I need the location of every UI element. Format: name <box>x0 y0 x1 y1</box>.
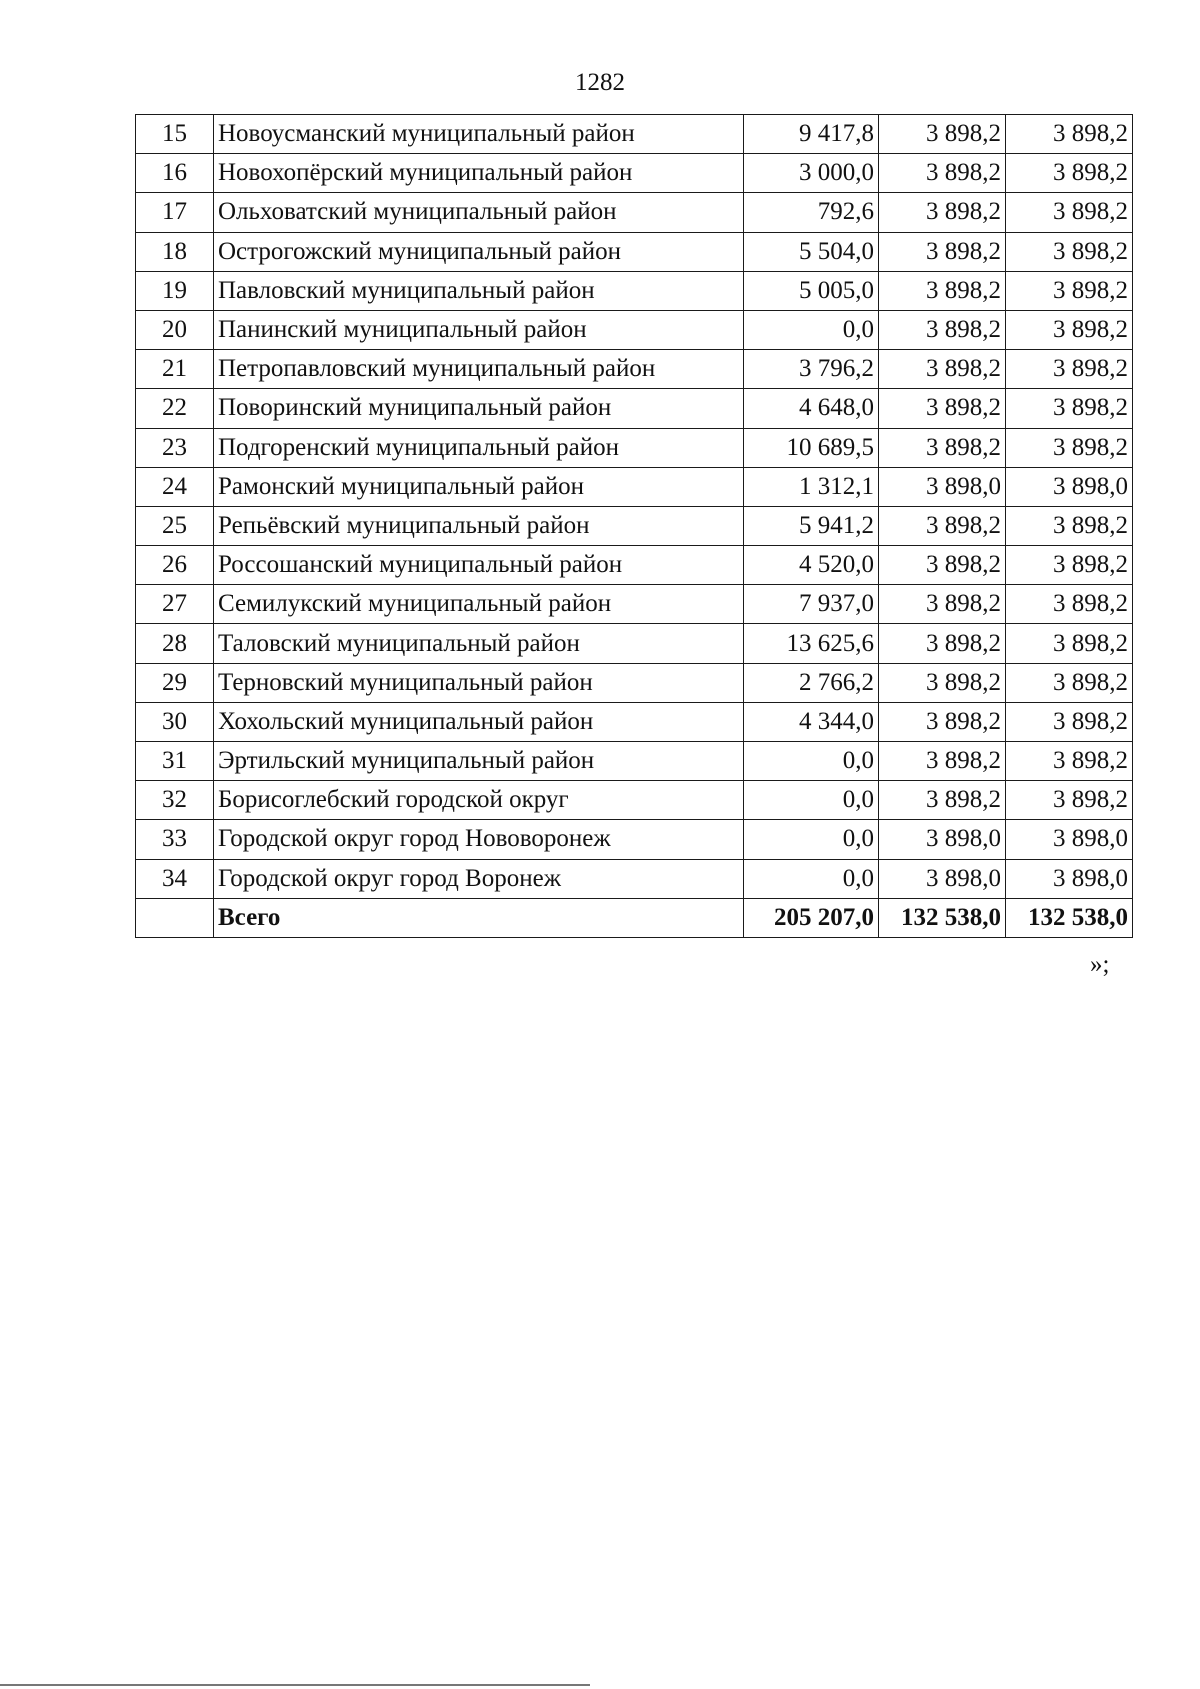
value-3-cell: 3 898,2 <box>1006 389 1133 428</box>
table-row <box>136 781 1133 820</box>
table-body <box>136 115 1133 938</box>
row-number-cell: 18 <box>136 232 214 271</box>
row-number-cell: 24 <box>136 467 214 506</box>
municipality-name-cell: Таловский муниципальный район <box>214 624 744 663</box>
value-2-cell: 3 898,2 <box>879 193 1006 232</box>
value-1-cell: 4 648,0 <box>744 389 879 428</box>
value-2-cell: 3 898,2 <box>879 115 1006 154</box>
value-2-cell: 3 898,0 <box>879 859 1006 898</box>
row-number-cell: 17 <box>136 193 214 232</box>
table-row <box>136 389 1133 428</box>
row-number-cell: 27 <box>136 585 214 624</box>
value-2-cell: 3 898,2 <box>879 506 1006 545</box>
value-3-cell: 3 898,2 <box>1006 506 1133 545</box>
value-1-cell: 5 005,0 <box>744 271 879 310</box>
municipality-name-cell: Семилукский муниципальный район <box>214 585 744 624</box>
municipality-name-cell: Петропавловский муниципальный район <box>214 350 744 389</box>
row-number-cell: 25 <box>136 506 214 545</box>
table-row <box>136 820 1133 859</box>
value-2-cell: 3 898,2 <box>879 546 1006 585</box>
table-row <box>136 232 1133 271</box>
total-row <box>136 898 1133 937</box>
total-value-3-cell: 132 538,0 <box>1006 898 1133 937</box>
row-number-cell: 29 <box>136 663 214 702</box>
row-number-cell: 20 <box>136 310 214 349</box>
row-number-cell: 31 <box>136 742 214 781</box>
row-number-cell: 23 <box>136 428 214 467</box>
total-value-2-cell: 132 538,0 <box>879 898 1006 937</box>
value-2-cell: 3 898,2 <box>879 585 1006 624</box>
municipality-name-cell: Новоусманский муниципальный район <box>214 115 744 154</box>
value-1-cell: 5 941,2 <box>744 506 879 545</box>
value-3-cell: 3 898,2 <box>1006 232 1133 271</box>
row-number-cell: 19 <box>136 271 214 310</box>
value-1-cell: 4 344,0 <box>744 702 879 741</box>
value-2-cell: 3 898,2 <box>879 742 1006 781</box>
municipality-name-cell: Панинский муниципальный район <box>214 310 744 349</box>
value-3-cell: 3 898,2 <box>1006 742 1133 781</box>
value-1-cell: 0,0 <box>744 310 879 349</box>
table-row <box>136 506 1133 545</box>
row-number-cell: 16 <box>136 154 214 193</box>
value-1-cell: 792,6 <box>744 193 879 232</box>
total-label-cell: Всего <box>214 898 744 937</box>
value-2-cell: 3 898,2 <box>879 350 1006 389</box>
table-row <box>136 467 1133 506</box>
bottom-rule <box>0 1684 590 1686</box>
row-number-cell: 34 <box>136 859 214 898</box>
municipality-name-cell: Россошанский муниципальный район <box>214 546 744 585</box>
allocation-table <box>135 114 1133 938</box>
value-1-cell: 2 766,2 <box>744 663 879 702</box>
municipality-name-cell: Хохольский муниципальный район <box>214 702 744 741</box>
table-row <box>136 310 1133 349</box>
value-3-cell: 3 898,2 <box>1006 310 1133 349</box>
total-value-1-cell: 205 207,0 <box>744 898 879 937</box>
table-row <box>136 663 1133 702</box>
value-3-cell: 3 898,2 <box>1006 154 1133 193</box>
municipality-name-cell: Эртильский муниципальный район <box>214 742 744 781</box>
table-row <box>136 546 1133 585</box>
value-2-cell: 3 898,2 <box>879 624 1006 663</box>
value-1-cell: 0,0 <box>744 859 879 898</box>
total-num-cell <box>136 898 214 937</box>
value-2-cell: 3 898,2 <box>879 232 1006 271</box>
table-row <box>136 859 1133 898</box>
municipality-name-cell: Репьёвский муниципальный район <box>214 506 744 545</box>
page-number: 1282 <box>575 69 625 96</box>
value-1-cell: 0,0 <box>744 781 879 820</box>
value-2-cell: 3 898,2 <box>879 702 1006 741</box>
table-row <box>136 350 1133 389</box>
value-1-cell: 9 417,8 <box>744 115 879 154</box>
row-number-cell: 26 <box>136 546 214 585</box>
row-number-cell: 15 <box>136 115 214 154</box>
municipality-name-cell: Терновский муниципальный район <box>214 663 744 702</box>
value-2-cell: 3 898,0 <box>879 467 1006 506</box>
value-2-cell: 3 898,2 <box>879 428 1006 467</box>
table-row <box>136 271 1133 310</box>
value-3-cell: 3 898,0 <box>1006 467 1133 506</box>
value-2-cell: 3 898,2 <box>879 663 1006 702</box>
table-row <box>136 428 1133 467</box>
municipality-name-cell: Подгоренский муниципальный район <box>214 428 744 467</box>
value-2-cell: 3 898,2 <box>879 154 1006 193</box>
value-3-cell: 3 898,2 <box>1006 585 1133 624</box>
table-row <box>136 193 1133 232</box>
row-number-cell: 22 <box>136 389 214 428</box>
row-number-cell: 21 <box>136 350 214 389</box>
table-row <box>136 115 1133 154</box>
value-1-cell: 3 000,0 <box>744 154 879 193</box>
value-3-cell: 3 898,2 <box>1006 663 1133 702</box>
municipality-name-cell: Борисоглебский городской округ <box>214 781 744 820</box>
value-3-cell: 3 898,0 <box>1006 820 1133 859</box>
municipality-name-cell: Острогожский муниципальный район <box>214 232 744 271</box>
value-2-cell: 3 898,2 <box>879 781 1006 820</box>
value-2-cell: 3 898,2 <box>879 271 1006 310</box>
value-3-cell: 3 898,2 <box>1006 115 1133 154</box>
value-3-cell: 3 898,2 <box>1006 624 1133 663</box>
value-3-cell: 3 898,2 <box>1006 271 1133 310</box>
table-row <box>136 702 1133 741</box>
municipality-name-cell: Ольховатский муниципальный район <box>214 193 744 232</box>
value-1-cell: 0,0 <box>744 820 879 859</box>
table-row <box>136 624 1133 663</box>
closing-quote-mark: »; <box>1090 951 1110 978</box>
value-2-cell: 3 898,2 <box>879 389 1006 428</box>
row-number-cell: 33 <box>136 820 214 859</box>
value-1-cell: 5 504,0 <box>744 232 879 271</box>
municipality-name-cell: Поворинский муниципальный район <box>214 389 744 428</box>
table-row <box>136 585 1133 624</box>
table-row <box>136 154 1133 193</box>
value-1-cell: 13 625,6 <box>744 624 879 663</box>
value-1-cell: 0,0 <box>744 742 879 781</box>
value-3-cell: 3 898,2 <box>1006 350 1133 389</box>
municipality-name-cell: Павловский муниципальный район <box>214 271 744 310</box>
value-3-cell: 3 898,2 <box>1006 781 1133 820</box>
row-number-cell: 32 <box>136 781 214 820</box>
value-1-cell: 1 312,1 <box>744 467 879 506</box>
value-3-cell: 3 898,2 <box>1006 702 1133 741</box>
value-1-cell: 10 689,5 <box>744 428 879 467</box>
row-number-cell: 30 <box>136 702 214 741</box>
municipality-name-cell: Городской округ город Нововоронеж <box>214 820 744 859</box>
value-1-cell: 7 937,0 <box>744 585 879 624</box>
row-number-cell: 28 <box>136 624 214 663</box>
value-2-cell: 3 898,0 <box>879 820 1006 859</box>
value-3-cell: 3 898,0 <box>1006 859 1133 898</box>
value-3-cell: 3 898,2 <box>1006 546 1133 585</box>
value-3-cell: 3 898,2 <box>1006 428 1133 467</box>
value-3-cell: 3 898,2 <box>1006 193 1133 232</box>
value-1-cell: 3 796,2 <box>744 350 879 389</box>
municipality-name-cell: Рамонский муниципальный район <box>214 467 744 506</box>
value-2-cell: 3 898,2 <box>879 310 1006 349</box>
municipality-name-cell: Новохопёрский муниципальный район <box>214 154 744 193</box>
table-row <box>136 742 1133 781</box>
municipality-name-cell: Городской округ город Воронеж <box>214 859 744 898</box>
value-1-cell: 4 520,0 <box>744 546 879 585</box>
